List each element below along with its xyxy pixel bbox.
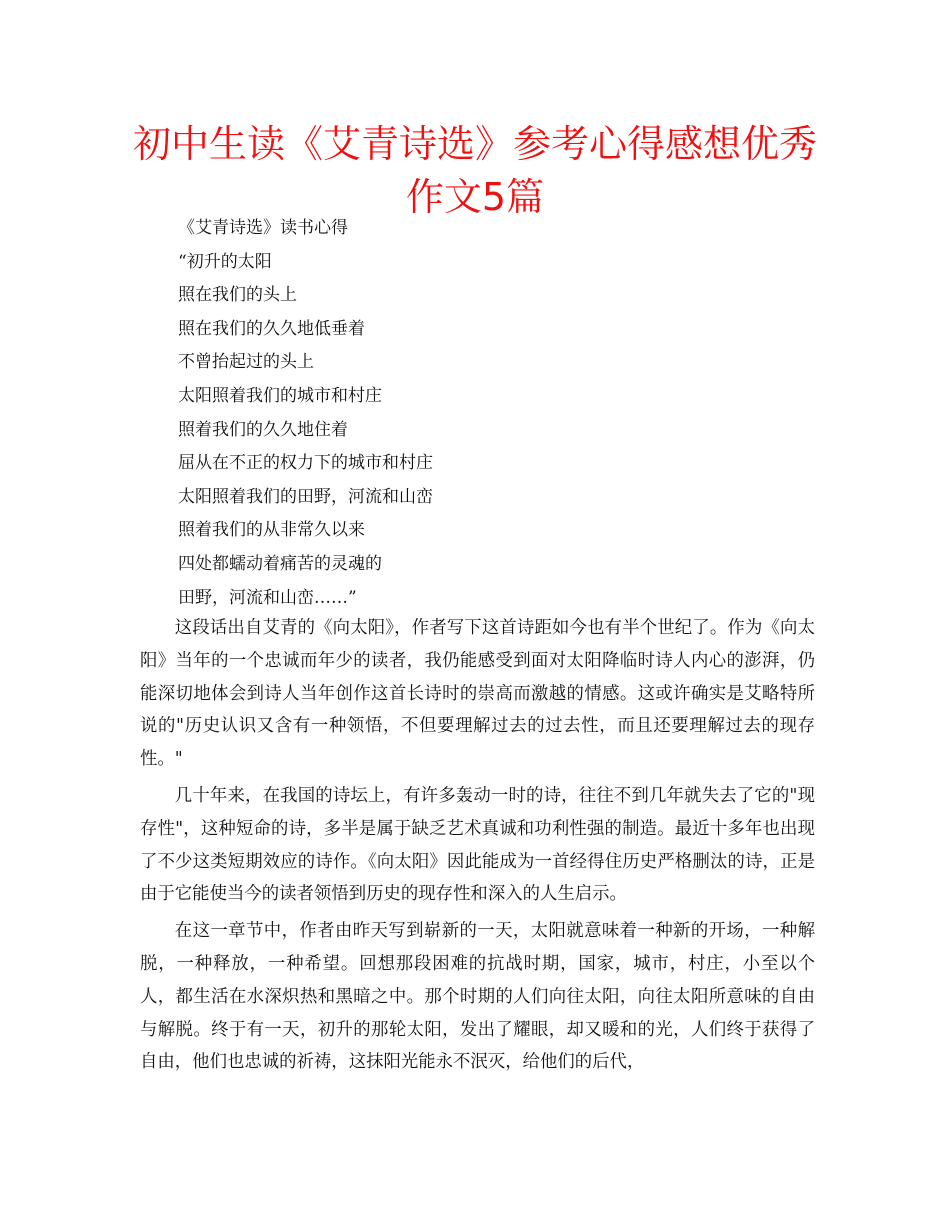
poem-line: 田野，河流和山峦……” [178, 587, 357, 608]
paragraph: 在这一章节中，作者由昨天写到崭新的一天，太阳就意味着一种新的开场，一种解脱，一种释放，一种希望。回想那段困难的抗战时期，国家，城市，村庄，小至以个人，都生活在水深炽热和黑暗之中。那个时期的人们向往太阳，向往太阳所意味的自由与解脱。终于有一天，初升的那轮太阳，发出了耀眼，却又暖和的光，人们终于获得了自由，他们也忠诚的祈祷，这抹阳光能永不泯灭，给他们的后代， [140, 921, 815, 1073]
paragraph: 这段话出自艾青的《向太阳》，作者写下这首诗距如今也有半个世纪了。作为《向太阳》当年的一个忠诚而年少的读者，我仍能感受到面对太阳降临时诗人内心的澎湃，仍能深切地体会到诗人当年创作这首长诗时的崇高而激越的情感。这或许确实是艾略特所说的"历史认识又含有一种领悟，不但要理解过去的过去性，而且还要理解过去的现存性。" [140, 618, 815, 770]
document-title: 初中生读《艾青诗选》参考心得感想优秀作文5篇 [132, 122, 817, 219]
poem-line: 照着我们的从非常久以来 [178, 520, 365, 541]
poem-line: 照着我们的久久地住着 [178, 419, 348, 440]
poem-line: 太阳照着我们的田野，河流和山峦 [178, 486, 433, 507]
poem-line: 照在我们的久久地低垂着 [178, 318, 365, 339]
poem-line: 照在我们的头上 [178, 285, 297, 306]
poem-line: “初升的太阳 [178, 251, 272, 272]
poem-line: 不曾抬起过的头上 [178, 352, 314, 373]
poem-block [178, 212, 433, 615]
paragraph: 几十年来，在我国的诗坛上，有许多轰动一时的诗，往往不到几年就失去了它的"现存性"，这种短命的诗，多半是属于缺乏艺术真诚和功利性强的制造。最近十多年也出现了不少这类短期效应的诗作。《向太阳》因此能成为一首经得住历史严格删汰的诗，正是由于它能使当今的读者领悟到历史的现存性和深入的人生启示。 [140, 785, 815, 905]
body-text [140, 612, 815, 1083]
section-heading: 《艾青诗选》读书心得 [178, 218, 348, 238]
poem-line: 太阳照着我们的城市和村庄 [178, 385, 382, 406]
poem-line: 屈从在不正的权力下的城市和村庄 [178, 453, 433, 474]
poem-line: 四处都蠕动着痛苦的灵魂的 [178, 553, 382, 574]
